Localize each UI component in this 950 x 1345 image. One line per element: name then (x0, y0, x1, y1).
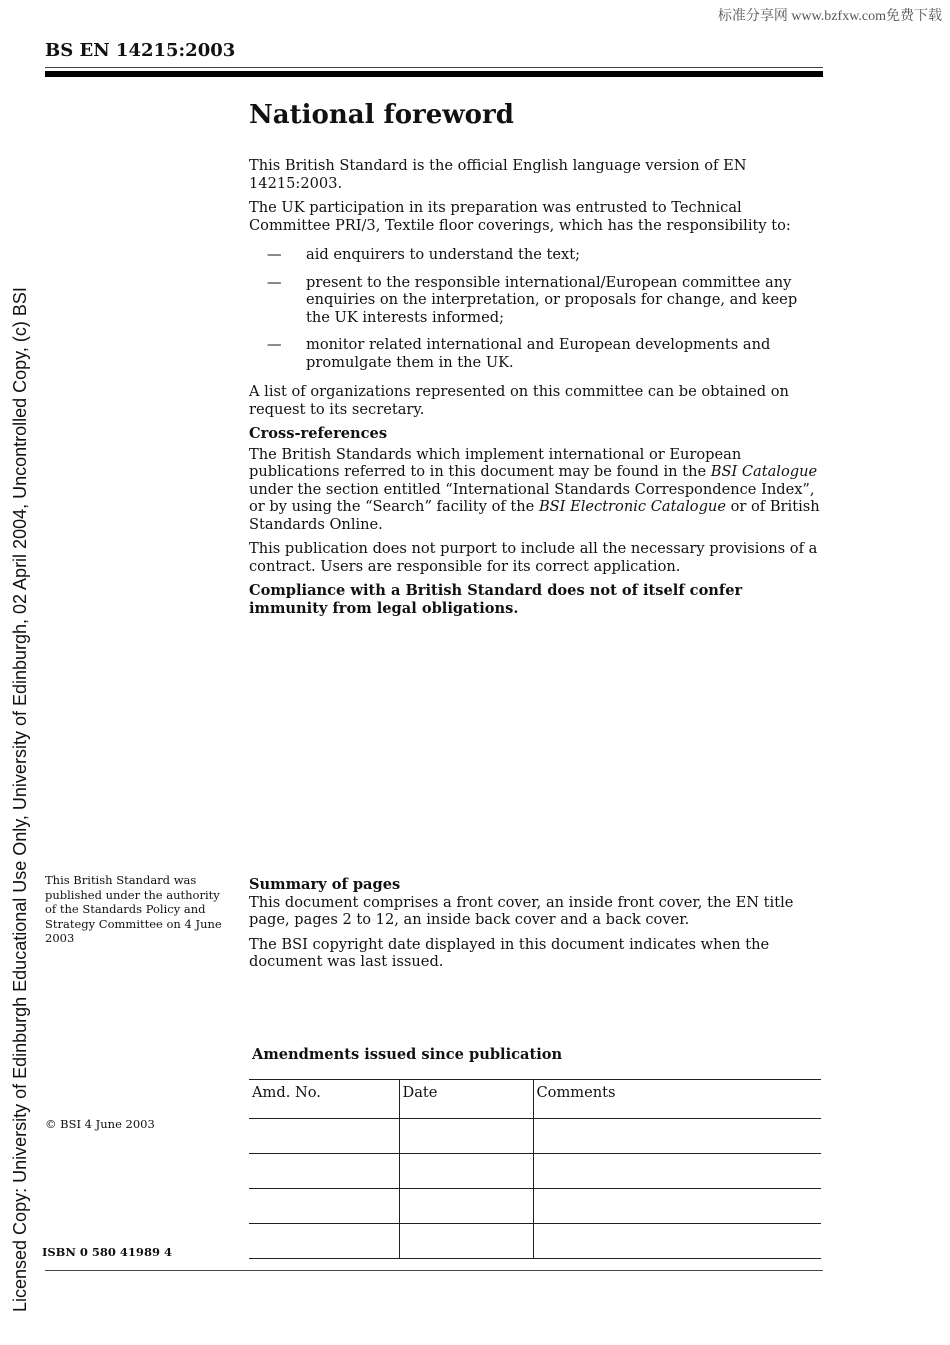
table-cell (399, 1189, 533, 1224)
column-header-date: Date (399, 1080, 533, 1119)
publication-authority-note: This British Standard was published under the authority of the Standards Policy and Strategy Committee on 4 June 2003 (45, 873, 222, 945)
table-row (249, 1119, 821, 1154)
table-row (249, 1224, 821, 1259)
dash-bullet: — (267, 336, 282, 353)
column-header-comments: Comments (533, 1080, 821, 1119)
intro-paragraph-2: The UK participation in its preparation was entrusted to Technical Committee PRI/3, Textile floor coverings, which has the responsibility to: (249, 199, 791, 234)
footer-rule (45, 1270, 823, 1271)
intro-paragraph-1: This British Standard is the official English language version of EN 14215:2003. (249, 157, 747, 192)
summary-of-pages (249, 876, 824, 978)
text-run: The British Standards which implement international or European publications referred to in this document may be found in the (249, 445, 742, 480)
summary-heading: Summary of pages (249, 876, 401, 893)
table-row (249, 1189, 821, 1224)
text-run: under the section entitled “International Standards Correspondence Index”, or by using the “Search” facility of the (249, 480, 815, 515)
foreword-body (249, 157, 824, 624)
summary-paragraph-2: The BSI copyright date displayed in this document indicates when the document was last issued. (249, 935, 770, 970)
list-item (249, 246, 824, 264)
header-rule-thin (45, 67, 823, 68)
amendments-table (249, 1079, 821, 1259)
list-item-text: aid enquirers to understand the text; (306, 246, 581, 263)
table-cell (399, 1224, 533, 1259)
text-run: or of British Standards Online. (249, 498, 820, 533)
table-cell (399, 1119, 533, 1154)
site-watermark: 标准分享网 www.bzfxw.com免费下载 (717, 9, 942, 24)
bsi-electronic-catalogue-ref: BSI Electronic Catalogue (538, 498, 726, 515)
summary-paragraph-1: This document comprises a front cover, an inside front cover, the EN title page, pages 2 to 12, an inside back cover and a back cover. (249, 893, 794, 928)
table-cell (533, 1189, 821, 1224)
table-cell (533, 1224, 821, 1259)
dash-bullet: — (267, 273, 282, 291)
responsibility-list (249, 246, 824, 371)
committee-list-paragraph: A list of organizations represented on this committee can be obtained on request to its secretary. (249, 383, 789, 418)
bsi-catalogue-ref: BSI Catalogue (710, 463, 818, 480)
table-cell (533, 1154, 821, 1189)
cross-references-paragraph-2: This publication does not purport to include all the necessary provisions of a contract. Users are responsible for its correct application. (249, 540, 818, 575)
page-title: National foreword (249, 100, 514, 130)
table-cell (533, 1119, 821, 1154)
cross-references-paragraph-1 (249, 446, 824, 534)
header-rule-thick (45, 71, 823, 77)
table-row (249, 1154, 821, 1189)
isbn: ISBN 0 580 41989 4 (42, 1245, 172, 1259)
amendments-title: Amendments issued since publication (252, 1046, 563, 1063)
list-item (249, 274, 824, 327)
table-cell (249, 1189, 399, 1224)
table-cell (249, 1154, 399, 1189)
list-item-text: monitor related international and European developments and promulgate them in the UK. (306, 336, 771, 371)
column-header-amd-no: Amd. No. (249, 1080, 399, 1119)
table-cell (249, 1119, 399, 1154)
list-item-text: present to the responsible international/European committee any enquiries on the interpretation, or proposals for change, and keep the UK interests informed; (306, 273, 798, 326)
cross-references-heading: Cross-references (249, 425, 388, 442)
table-header-row (249, 1080, 821, 1119)
dash-bullet: — (267, 246, 282, 263)
document-code: BS EN 14215:2003 (45, 40, 236, 61)
table-cell (399, 1154, 533, 1189)
copyright-notice: © BSI 4 June 2003 (45, 1117, 155, 1131)
list-item (249, 336, 824, 371)
license-watermark: Licensed Copy: University of Edinburgh Educational Use Only, University of Edinburgh, 02 April 2004, Uncontrolled Copy, (c) BSI (10, 287, 30, 1312)
compliance-statement: Compliance with a British Standard does not of itself confer immunity from legal obligations. (249, 582, 743, 617)
table-cell (249, 1224, 399, 1259)
